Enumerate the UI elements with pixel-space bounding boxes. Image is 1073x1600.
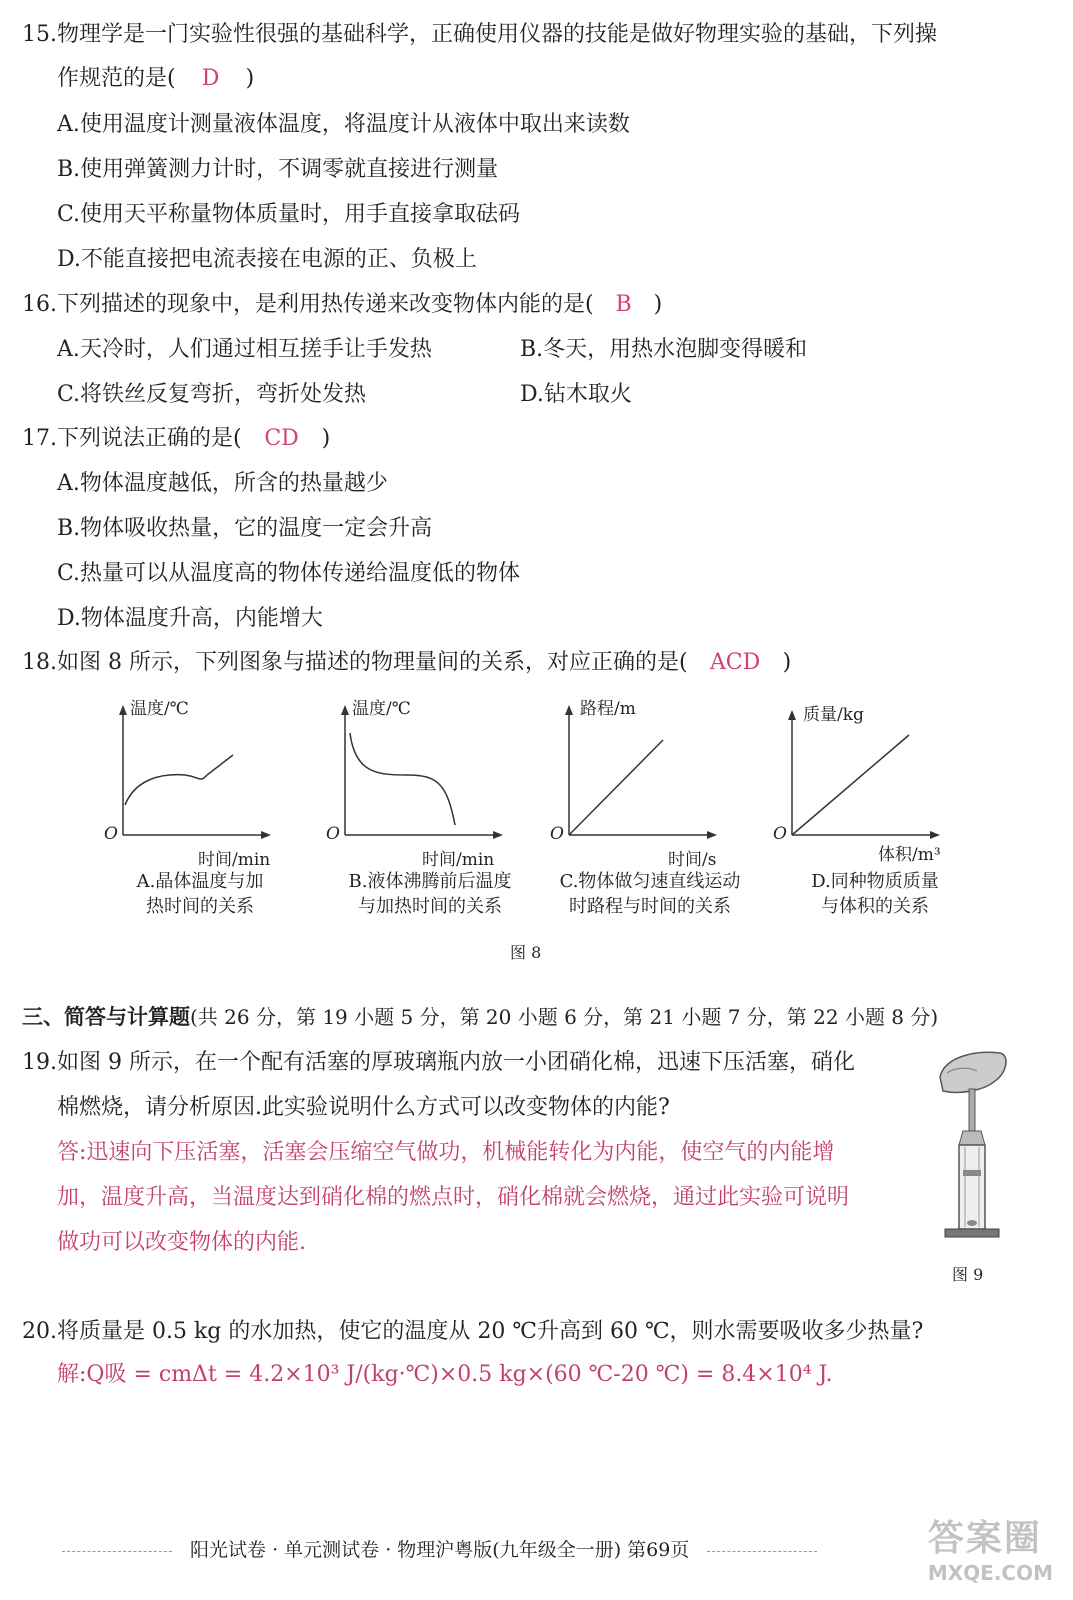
q16-option-d: D.钻木取火 (520, 382, 632, 407)
q16-stem (22, 290, 662, 320)
q17-answer: CD (264, 426, 299, 451)
q18-answer: ACD (709, 650, 761, 675)
graph-c-plot (561, 705, 721, 845)
graph-a-y-arrow (119, 705, 127, 715)
graph-b-ylabel: 温度/℃ (352, 699, 411, 719)
footer-divider-right (707, 1551, 817, 1552)
q16-option-a: A.天冷时，人们通过相互搓手让手发热 (57, 337, 432, 362)
figure-9-apparatus (925, 1045, 1015, 1245)
graph-b-origin: O (326, 824, 340, 844)
q19-answer-line3: 做功可以改变物体的内能. (57, 1230, 306, 1255)
q18-stem-suffix: ) (782, 650, 792, 675)
figure-9-label: 图 9 (952, 1265, 984, 1284)
graph-c-xlabel: 时间/s (668, 850, 717, 870)
graph-d-plot (784, 710, 944, 845)
q18-stem-prefix: 18.如图 8 所示，下列图象与描述的物理量间的关系，对应正确的是( (22, 650, 688, 675)
q20-stem: 20.将质量是 0.5 kg 的水加热，使它的温度从 20 ℃升高到 60 ℃，则水需要吸收多少热量? (22, 1319, 924, 1344)
q15-option-c: C.使用天平称量物体质量时，用手直接拿取砝码 (57, 202, 521, 227)
graph-d-caption (785, 869, 965, 919)
footer-divider-left (62, 1551, 172, 1552)
q17-option-a: A.物体温度越低，所含的热量越少 (57, 471, 388, 496)
graph-a-plot (115, 705, 275, 845)
q15-option-b: B.使用弹簧测力计时，不调零就直接进行测量 (57, 157, 499, 182)
graph-d-y-arrow (788, 710, 796, 720)
q16-stem-suffix: ) (653, 292, 663, 317)
q19-stem-line1: 19.如图 9 所示，在一个配有活塞的厚玻璃瓶内放一小团硝化棉，迅速下压活塞，硝化 (22, 1050, 855, 1075)
graph-d-caption-line2: 与体积的关系 (821, 896, 929, 917)
q17-stem (22, 424, 330, 454)
q15-option-d: D.不能直接把电流表接在电源的正、负极上 (57, 247, 477, 272)
q16-answer: B (615, 292, 632, 317)
graph-a-caption-line1: A.晶体温度与加 (136, 871, 264, 892)
q15-option-a: A.使用温度计测量液体温度，将温度计从液体中取出来读数 (57, 112, 630, 137)
graph-a-xlabel: 时间/min (198, 850, 271, 870)
q19-answer-line1: 答:迅速向下压活塞，活塞会压缩空气做功，机械能转化为内能，使空气的内能增 (57, 1140, 835, 1165)
section-3-header (22, 1002, 938, 1032)
graph-a-curve (125, 755, 233, 805)
graph-d-ylabel: 质量/kg (803, 705, 864, 725)
graph-c-ylabel: 路程/m (580, 699, 636, 719)
graph-d-line (792, 735, 909, 835)
graph-a-caption (120, 869, 280, 919)
section-3-note: (共 26 分，第 19 小题 5 分，第 20 小题 6 分，第 21 小题 7 分，第 22 小题 8 分) (190, 1005, 939, 1029)
watermark-url: MXQE.COM (927, 1561, 1053, 1585)
q15-answer: D (201, 66, 220, 91)
q20-solution: 解:Q吸 = cmΔt = 4.2×10³ J/(kg·℃)×0.5 kg×(60 ℃-20 ℃) = 8.4×10⁴ J. (57, 1362, 833, 1387)
graph-b-caption-line2: 与加热时间的关系 (358, 896, 502, 917)
graph-b-y-arrow (341, 705, 349, 715)
graph-c-caption (545, 869, 755, 919)
q15-stem-suffix: ) (245, 66, 255, 91)
graph-b-caption (330, 869, 530, 919)
q16-stem-prefix: 16.下列描述的现象中，是利用热传递来改变物体内能的是( (22, 292, 594, 317)
watermark-logo: 答案圈 (927, 1518, 1042, 1559)
graph-c-x-arrow (707, 831, 717, 839)
graph-b-caption-line1: B.液体沸腾前后温度 (348, 871, 512, 892)
graph-c-origin: O (550, 824, 564, 844)
q17-option-b: B.物体吸收热量，它的温度一定会升高 (57, 516, 433, 541)
footer-text: 阳光试卷 · 单元测试卷 · 物理沪粤版(九年级全一册) 第69页 (190, 1539, 690, 1561)
figure-8-label: 图 8 (510, 943, 542, 962)
graph-b-xlabel: 时间/min (422, 850, 495, 870)
graph-a-caption-line2: 热时间的关系 (146, 896, 254, 917)
graph-d-x-arrow (930, 831, 940, 839)
graph-a-ylabel: 温度/℃ (130, 699, 189, 719)
page-footer (50, 1535, 970, 1562)
section-3-title: 三、简答与计算题 (22, 1004, 190, 1029)
graph-a-origin: O (104, 824, 118, 844)
q15-stem-line2 (57, 64, 254, 94)
q17-option-c: C.热量可以从温度高的物体传递给温度低的物体 (57, 561, 521, 586)
q17-stem-suffix: ) (321, 426, 331, 451)
graph-b-plot (337, 705, 507, 845)
q18-stem (22, 648, 791, 678)
graph-c-caption-line1: C.物体做匀速直线运动 (559, 871, 741, 892)
q19-answer-line2: 加，温度升高，当温度达到硝化棉的燃点时，硝化棉就会燃烧，通过此实验可说明 (57, 1185, 850, 1210)
graph-d-origin: O (773, 824, 787, 844)
graph-c-line (569, 740, 663, 835)
graph-a-x-arrow (261, 831, 271, 839)
watermark (928, 1510, 1053, 1585)
q19-stem-line2: 棉燃烧，请分析原因.此实验说明什么方式可以改变物体的内能? (57, 1095, 670, 1120)
graph-d-xlabel: 体积/m³ (878, 845, 941, 865)
graph-c-caption-line2: 时路程与时间的关系 (569, 896, 731, 917)
q16-option-c: C.将铁丝反复弯折，弯折处发热 (57, 382, 367, 407)
q15-stem-line1: 15.物理学是一门实验性很强的基础科学，正确使用仪器的技能是做好物理实验的基础，下列操 (22, 22, 937, 47)
q15-stem-prefix: 作规范的是( (57, 66, 176, 91)
graph-b-curve (350, 733, 455, 825)
graph-d-caption-line1: D.同种物质质量 (811, 871, 939, 892)
q16-option-b: B.冬天，用热水泡脚变得暖和 (520, 337, 808, 362)
graph-b-x-arrow (493, 831, 503, 839)
graph-c-y-arrow (565, 705, 573, 715)
q17-stem-prefix: 17.下列说法正确的是( (22, 426, 242, 451)
q17-option-d: D.物体温度升高，内能增大 (57, 606, 323, 631)
